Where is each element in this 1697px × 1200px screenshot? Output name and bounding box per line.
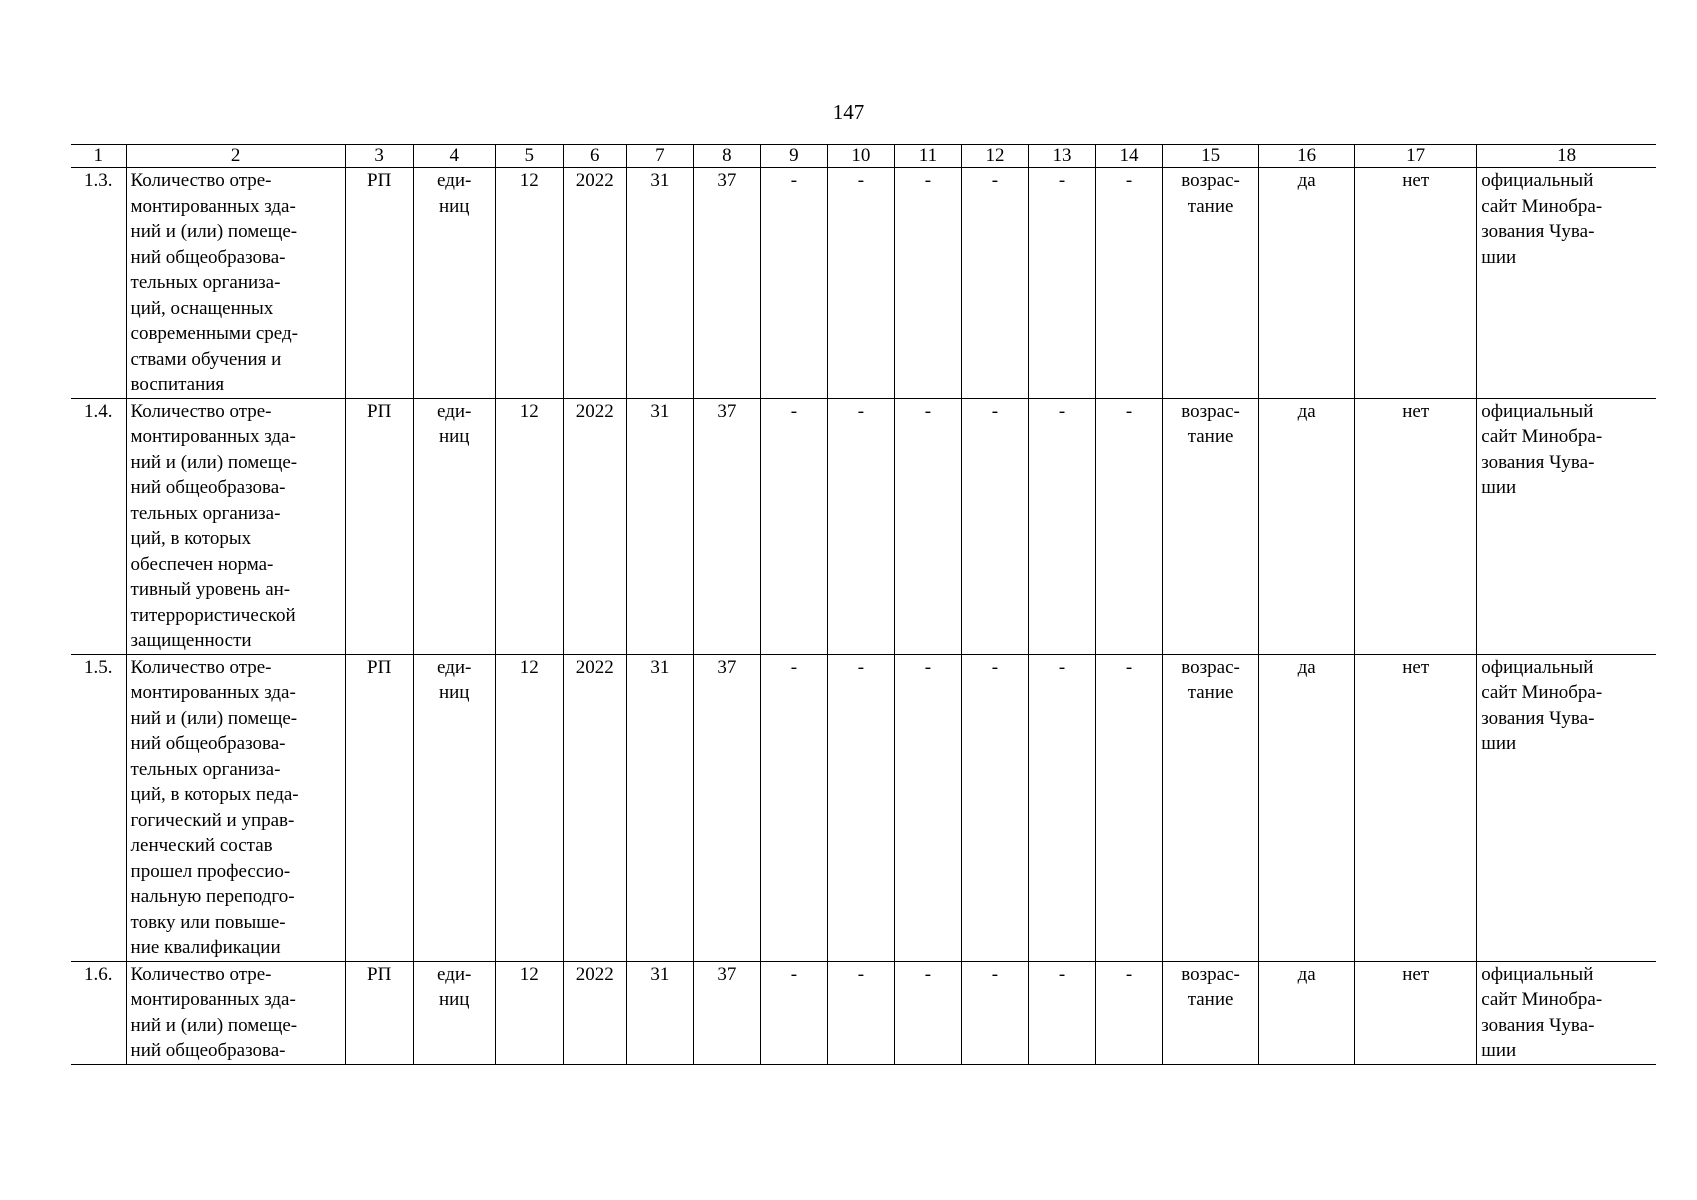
unit-cell-line: еди- [437,400,472,422]
column-header-6: 6 [563,145,626,168]
source-cell-line: сайт Минобра- [1481,682,1603,703]
unit-cell-line: еди- [437,170,472,191]
indicator-name-line: Количество отре- [130,963,272,985]
trend-cell [1163,961,1259,1064]
unit-cell-line: еди- [437,963,472,985]
level-cell: РП [345,961,413,1064]
value-cell-14: - [1096,168,1163,399]
unit-cell-line: ниц [438,682,470,703]
unit-cell-line: ниц [438,426,470,447]
indicator-name-line: монтированных зда- [130,989,296,1010]
unit-cell-line: еди- [437,656,472,678]
trend-cell-line: тание [1187,682,1234,703]
value-cell-13: - [1028,168,1095,399]
value-cell-10: - [827,168,894,399]
trend-cell-line: тание [1187,989,1234,1010]
unit-cell [413,398,495,654]
value-cell-5: 12 [495,961,563,1064]
indicator-name-line: ний и (или) помеще- [130,221,298,242]
column-header-5: 5 [495,145,563,168]
indicator-name-line: ний общеобразова- [130,477,286,498]
indicator-name-line: титеррористической [130,604,296,626]
source-cell-line: официальный [1481,656,1594,678]
column-header-7: 7 [626,145,693,168]
value-cell-12: - [961,961,1028,1064]
column-header-13: 13 [1028,145,1095,168]
trend-cell [1163,398,1259,654]
value-cell-8: 37 [693,398,760,654]
flag-cell-16: да [1259,654,1355,961]
row-number: 1.4. [71,398,126,654]
source-cell-line: зования Чува- [1481,1014,1595,1036]
row-number: 1.6. [71,961,126,1064]
column-header-9: 9 [760,145,827,168]
indicator-name-line: монтированных зда- [130,426,296,447]
level-cell: РП [345,168,413,399]
level-cell: РП [345,398,413,654]
unit-cell-line: ниц [438,195,470,217]
column-header-10: 10 [827,145,894,168]
unit-cell [413,168,495,399]
value-cell-9: - [760,168,827,399]
indicator-name-line: защищенности [130,630,252,651]
value-cell-7: 31 [626,961,693,1064]
value-cell-8: 37 [693,654,760,961]
indicator-name-line: монтированных зда- [130,195,296,217]
table-body [71,168,1656,1065]
source-cell-line: официальный [1481,170,1594,191]
column-header-4: 4 [413,145,495,168]
indicator-name-line: ний общеобразова- [130,733,286,754]
indicator-name [126,654,345,961]
row-number: 1.3. [71,168,126,399]
flag-cell-17: нет [1355,961,1477,1064]
source-cell-line: шии [1481,733,1517,754]
indicator-name [126,961,345,1064]
row-number: 1.5. [71,654,126,961]
value-cell-11: - [894,398,961,654]
indicator-name-line: ций, в которых педа- [130,784,299,805]
column-header-18: 18 [1477,145,1656,168]
indicator-name-line: ствами обучения и [130,348,282,370]
source-cell-line: сайт Минобра- [1481,195,1603,217]
trend-cell-line: тание [1187,426,1234,447]
column-header-12: 12 [961,145,1028,168]
value-cell-10: - [827,654,894,961]
column-header-14: 14 [1096,145,1163,168]
value-cell-11: - [894,654,961,961]
indicator-name-line: гогический и управ- [130,809,295,831]
value-cell-10: - [827,398,894,654]
value-cell-5: 12 [495,654,563,961]
value-cell-14: - [1096,654,1163,961]
table-row [71,654,1656,961]
indicator-name-line: ленческий состав [130,835,273,856]
indicator-name-line: тивный уровень ан- [130,579,291,600]
value-cell-9: - [760,654,827,961]
trend-cell-line: возрас- [1181,656,1240,678]
value-cell-5: 12 [495,398,563,654]
value-cell-13: - [1028,398,1095,654]
source-cell [1477,398,1656,654]
indicator-name-line: ний и (или) помеще- [130,707,298,729]
source-cell-line: официальный [1481,400,1594,422]
level-cell: РП [345,654,413,961]
table-row [71,961,1656,1064]
flag-cell-17: нет [1355,654,1477,961]
column-header-11: 11 [894,145,961,168]
value-cell-7: 31 [626,654,693,961]
source-cell-line: сайт Минобра- [1481,426,1603,447]
indicator-name-line: тельных организа- [130,272,281,293]
indicator-name-line: монтированных зда- [130,682,296,703]
indicator-name-line: ний и (или) помеще- [130,451,298,473]
trend-cell [1163,168,1259,399]
value-cell-14: - [1096,961,1163,1064]
value-cell-8: 37 [693,961,760,1064]
column-header-1: 1 [71,145,126,168]
flag-cell-17: нет [1355,398,1477,654]
value-cell-12: - [961,168,1028,399]
source-cell-line: сайт Минобра- [1481,989,1603,1010]
value-cell-6: 2022 [563,961,626,1064]
source-cell [1477,654,1656,961]
value-cell-6: 2022 [563,398,626,654]
column-header-3: 3 [345,145,413,168]
header-row [71,145,1656,168]
value-cell-13: - [1028,654,1095,961]
indicator-name-line: товку или повыше- [130,911,286,933]
table-row [71,168,1656,399]
value-cell-13: - [1028,961,1095,1064]
indicator-name-line: нальную переподго- [130,886,295,907]
value-cell-9: - [760,961,827,1064]
value-cell-6: 2022 [563,654,626,961]
source-cell-line: зования Чува- [1481,451,1595,473]
indicator-name-line: ций, в которых [130,528,252,549]
value-cell-10: - [827,961,894,1064]
indicator-name-line: ние квалификации [130,937,281,958]
value-cell-11: - [894,168,961,399]
source-cell-line: зования Чува- [1481,221,1595,242]
source-cell [1477,168,1656,399]
column-header-16: 16 [1259,145,1355,168]
value-cell-7: 31 [626,168,693,399]
value-cell-12: - [961,398,1028,654]
source-cell-line: шии [1481,246,1517,268]
unit-cell [413,654,495,961]
indicator-name-line: ний общеобразова- [130,246,286,268]
trend-cell [1163,654,1259,961]
indicator-name-line: тельных организа- [130,502,281,524]
indicator-name-line: Количество отре- [130,656,272,678]
value-cell-11: - [894,961,961,1064]
flag-cell-17: нет [1355,168,1477,399]
trend-cell-line: возрас- [1181,963,1240,985]
source-cell-line: шии [1481,1040,1517,1061]
indicator-name-line: современными сред- [130,323,298,344]
indicator-name [126,168,345,399]
indicator-name-line: Количество отре- [130,170,272,191]
value-cell-14: - [1096,398,1163,654]
table-row [71,398,1656,654]
indicator-name-line: тельных организа- [130,758,281,780]
source-cell [1477,961,1656,1064]
value-cell-8: 37 [693,168,760,399]
page-number: 147 [832,100,865,124]
value-cell-7: 31 [626,398,693,654]
source-cell-line: зования Чува- [1481,707,1595,729]
indicator-name-line: Количество отре- [130,400,272,422]
indicator-name [126,398,345,654]
unit-cell [413,961,495,1064]
indicator-name-line: воспитания [130,374,225,395]
trend-cell-line: возрас- [1181,170,1240,191]
column-header-2: 2 [126,145,345,168]
flag-cell-16: да [1259,961,1355,1064]
indicator-name-line: ний и (или) помеще- [130,1014,298,1036]
source-cell-line: официальный [1481,963,1594,985]
column-header-15: 15 [1163,145,1259,168]
value-cell-6: 2022 [563,168,626,399]
value-cell-12: - [961,654,1028,961]
column-header-17: 17 [1355,145,1477,168]
indicator-name-line: обеспечен норма- [130,553,274,575]
indicator-name-line: прошел профессио- [130,860,291,882]
indicator-name-line: ций, оснащенных [130,297,274,319]
value-cell-5: 12 [495,168,563,399]
value-cell-9: - [760,398,827,654]
unit-cell-line: ниц [438,989,470,1010]
flag-cell-16: да [1259,168,1355,399]
flag-cell-16: да [1259,398,1355,654]
trend-cell-line: возрас- [1181,400,1240,422]
indicator-table [71,144,1656,1065]
source-cell-line: шии [1481,477,1517,498]
indicator-name-line: ний общеобразова- [130,1040,286,1061]
column-header-8: 8 [693,145,760,168]
trend-cell-line: тание [1187,195,1234,217]
